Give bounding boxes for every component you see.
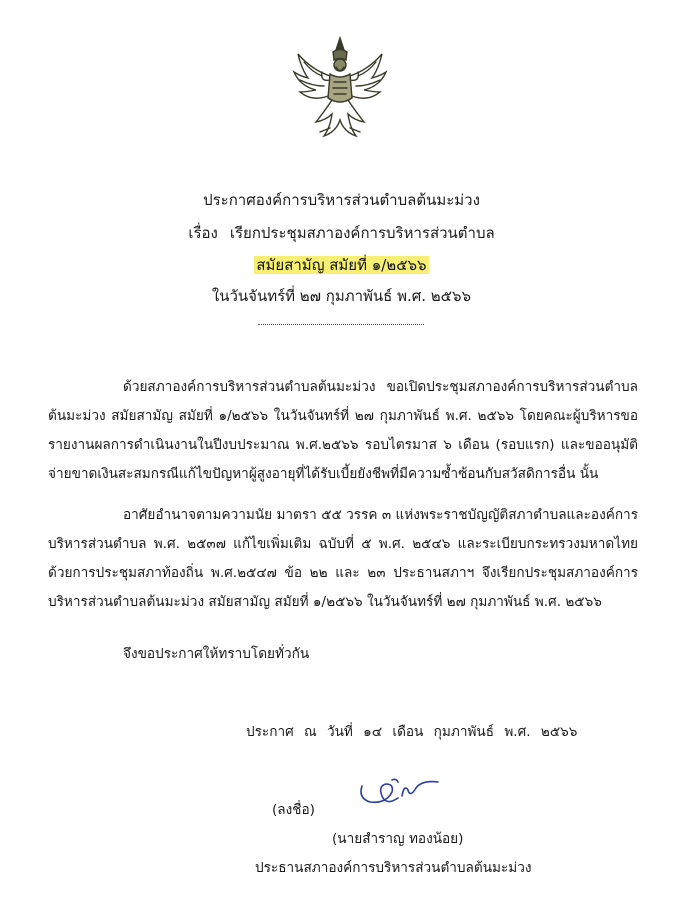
meeting-date: ในวันจันทร์ที่ ๒๗ กุมภาพันธ์ พ.ศ. ๒๕๖๖ (211, 287, 472, 305)
garuda-emblem-icon (290, 36, 390, 140)
announcement-title: ประกาศองค์การบริหารส่วนตำบลต้นมะม่วง (203, 191, 480, 209)
paragraph-2-text: อาศัยอำนาจตามความนัย มาตรา ๕๕ วรรค ๓ แห่งพระราชบัญญัติสภาตำบลและองค์การบริหารส่วนตำบล พ.ศ. ๒๕๓๗ แก้ไขเพิ่มเติม ฉบับที่ ๕ พ.ศ. ๒๕๔๖ และระเบียบกระทรวงมหาดไทยด้วยการประชุมสภาท้องถิ่น พ.ศ.๒๕๔๗ ข้อ ๒๒ และ ๒๓ ประธานสภาฯ จึงเรียกประชุมสภาองค์การบริหารส่วนตำบลต้นมะม่วง สมัยสามัญ สมัยที่ ๑/๒๕๖๖ ในวันจันทร์ที่ ๒๗ กุมภาพันธ์ พ.ศ. ๒๕๖๖ (48, 507, 638, 610)
paragraph-3: จึงขอประกาศให้ทราบโดยทั่วกัน (123, 646, 310, 662)
subject-line (0, 221, 683, 245)
subject-label: เรื่อง (188, 224, 218, 242)
paragraph-1-text: ด้วยสภาองค์การบริหารส่วนตำบลต้นมะม่วง ขอเปิดประชุมสภาองค์การบริหารส่วนตำบลต้นมะม่วง สมัยสามัญ สมัยที่ ๑/๒๕๖๖ ในวันจันทร์ที่ ๒๗ กุมภาพันธ์ พ.ศ. ๒๕๖๖ โดยคณะผู้บริหารขอรายงานผลการดำเนินงานในปีงบประมาณ พ.ศ.๒๕๖๖ รอบไตรมาส ๖ เดือน (รอบแรก) และขออนุมัติจ่ายขาดเงินสะสมกรณีแก้ไขปัญหาผู้สูงอายุที่ได้รับเบี้ยยังชีพที่มีความซ้ำซ้อนกับสวัสดิการอื่น นั้น (48, 379, 638, 482)
session-line (0, 253, 683, 277)
announcement-date: ประกาศ ณ วันที่ ๑๔ เดือน กุมภาพันธ์ พ.ศ. ๒๕๖๖ (246, 724, 578, 740)
handwritten-signature (356, 776, 442, 816)
sign-label: (ลงชื่อ) (272, 802, 315, 818)
paragraph-2 (48, 501, 638, 617)
signer-name: (นายสำราญ ทองน้อย) (332, 831, 464, 847)
session-highlight: สมัยสามัญ สมัยที่ ๑/๒๕๖๖ (256, 256, 427, 274)
subject-text: เรียกประชุมสภาองค์การบริหารส่วนตำบล (229, 224, 495, 242)
title-divider (258, 324, 424, 325)
paragraph-1 (48, 373, 638, 489)
signer-position: ประธานสภาองค์การบริหารส่วนตำบลต้นมะม่วง (255, 860, 532, 876)
